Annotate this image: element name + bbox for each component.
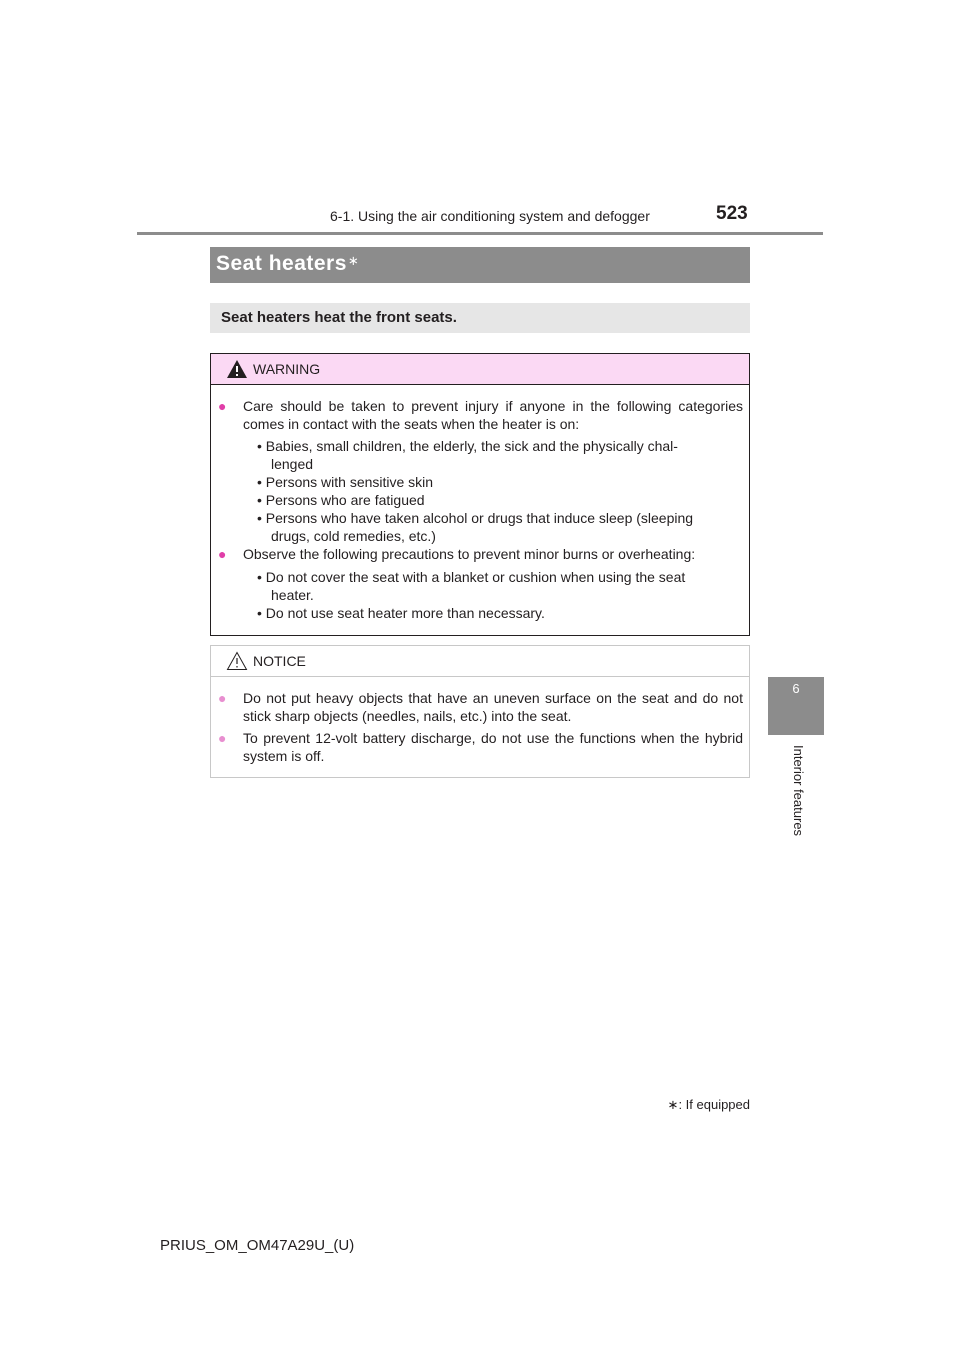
warning-sub-1: • Babies, small children, the elderly, the sick and the physically chal- — [257, 438, 678, 454]
page-number: 523 — [716, 203, 748, 224]
warning-sub-4-cont: drugs, cold remedies, etc.) — [271, 528, 436, 544]
notice-header — [211, 646, 749, 677]
warning-label: WARNING — [253, 361, 321, 377]
warning-item-2: Observe the following precautions to prevent minor burns or overheating: — [243, 546, 696, 562]
notice-icon — [226, 651, 248, 676]
warning-sub-1-cont: lenged — [271, 456, 314, 472]
equipped-marker: ∗ — [347, 253, 360, 268]
warning-header — [211, 354, 749, 385]
notice-item-1: Do not put heavy objects that have an uneven surface on the seat and do not stick sharp objects (needles, nails, etc.) into the seat. — [243, 690, 743, 724]
footer-code: PRIUS_OM_OM47A29U_(U) — [160, 1237, 355, 1254]
section-title-text: Seat heaters — [216, 252, 347, 275]
section-title-bar — [210, 247, 750, 283]
subheading: Seat heaters heat the front seats. — [221, 309, 457, 326]
warning-item-1: Care should be taken to prevent injury if anyone in the following categories comes in contact with the seats when the heater is on: — [243, 398, 743, 432]
warning-sub-4: • Persons who have taken alcohol or drugs that induce sleep (sleeping — [257, 510, 694, 526]
warning-box — [210, 353, 750, 636]
footnote: ∗: If equipped — [667, 1097, 750, 1112]
warning-sub-2: • Persons with sensitive skin — [257, 474, 434, 490]
warning-sub-3: • Persons who are fatigued — [257, 492, 425, 508]
chapter-tab-number: 6 — [792, 681, 800, 696]
notice-box — [210, 645, 750, 778]
notice-item-2: To prevent 12-volt battery discharge, do not use the functions when the hybrid system is off. — [243, 730, 743, 764]
subheading-bar — [210, 303, 750, 333]
bullet-icon: ● — [218, 690, 227, 706]
warning-sub-5-cont: heater. — [271, 587, 314, 603]
warning-icon — [226, 359, 248, 384]
bullet-icon: ● — [218, 730, 227, 746]
chapter-tab-title: Interior features — [791, 745, 806, 837]
section-label: 6-1. Using the air conditioning system and defogger — [330, 208, 650, 224]
bullet-icon: ● — [218, 398, 227, 414]
notice-label: NOTICE — [253, 653, 306, 669]
bullet-icon: ● — [218, 546, 227, 562]
warning-sub-5: • Do not cover the seat with a blanket or cushion when using the seat — [257, 569, 686, 585]
section-title — [216, 252, 359, 276]
header-rule — [137, 232, 823, 235]
warning-sub-6: • Do not use seat heater more than necessary. — [257, 605, 545, 621]
